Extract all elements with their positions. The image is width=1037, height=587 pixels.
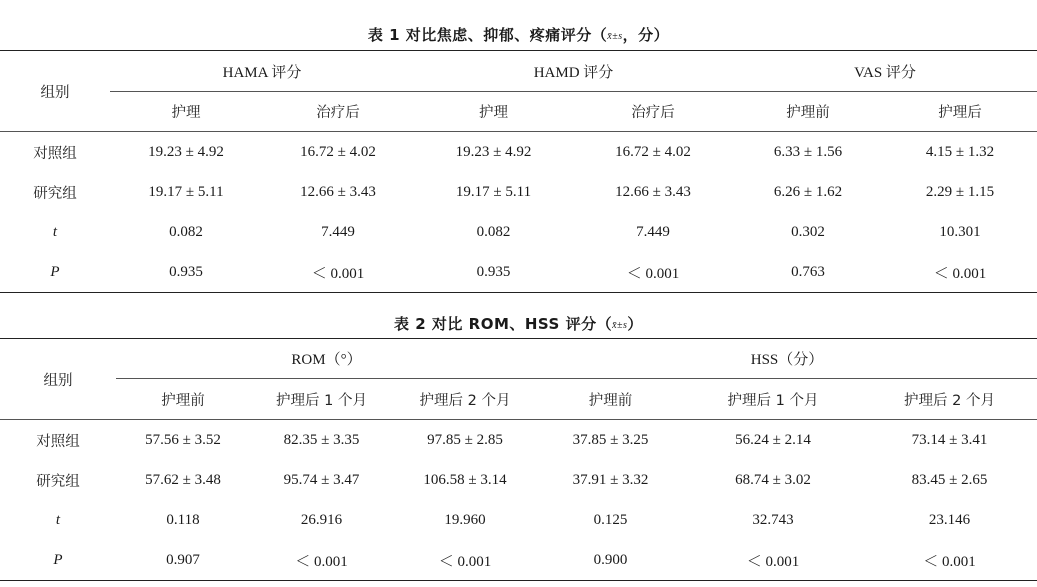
table-cell: 0.935: [169, 263, 203, 280]
table-cell: ＜ 0.001: [311, 265, 365, 282]
table2-caption-prefix: 表 2 对比 ROM、HSS 评分（: [394, 315, 613, 333]
table-cell: 6.26 ± 1.62: [773, 184, 843, 200]
table-cell: 32.743: [752, 512, 794, 528]
table2-group-hss: HSS（分）: [537, 339, 1037, 379]
row-label: P: [50, 263, 60, 280]
table2-group-rom: ROM（°）: [116, 339, 537, 379]
table-row: [0, 173, 1037, 213]
table2-subheader: 护理后 2 个月: [419, 392, 511, 409]
table2-subheader: 护理后 1 个月: [727, 392, 819, 409]
table2-subheader: 护理前: [588, 392, 633, 409]
table-row: [0, 213, 1037, 253]
table1-caption-symbol: x̄±s: [607, 31, 623, 42]
table-cell: ＜ 0.001: [923, 553, 976, 570]
table-cell: 19.960: [444, 512, 486, 528]
table2-caption: [0, 313, 1037, 334]
table1-caption: [0, 24, 1037, 45]
table-cell: 7.449: [636, 224, 670, 240]
table-cell: 7.449: [321, 224, 355, 240]
table-cell: 37.85 ± 3.25: [572, 431, 649, 448]
table-cell: 19.17 ± 5.11: [455, 184, 532, 200]
table-cell: 68.74 ± 3.02: [735, 472, 811, 488]
table-cell: 37.91 ± 3.32: [572, 472, 649, 488]
table2-subheader: 护理前: [161, 392, 205, 409]
table-row: [0, 501, 1037, 541]
table-row: [0, 420, 1037, 461]
row-label: t: [55, 512, 61, 528]
table-cell: 12.66 ± 3.43: [300, 184, 376, 200]
table-row: [0, 132, 1037, 173]
table-cell: ＜ 0.001: [626, 265, 680, 282]
table1-subheader: 护理: [171, 105, 201, 121]
table-cell: 19.17 ± 5.11: [148, 184, 224, 200]
table2-caption-symbol: x̄±s: [612, 320, 628, 331]
table-cell: 95.74 ± 3.47: [283, 472, 360, 488]
table2-caption-suffix: ）: [627, 315, 643, 333]
table-cell: 106.58 ± 3.14: [423, 472, 507, 488]
table-cell: 10.301: [939, 224, 981, 240]
row-label: 研究组: [36, 474, 80, 490]
table-cell: 0.082: [476, 224, 511, 240]
table2: [0, 338, 1037, 581]
table-cell: 12.66 ± 3.43: [615, 184, 691, 200]
table2-group-header-row: [0, 339, 1037, 379]
table-cell: ＜ 0.001: [933, 265, 987, 282]
table-cell: 4.15 ± 1.32: [925, 143, 995, 160]
table2-subheader: 护理后 1 个月: [276, 392, 367, 409]
table-cell: 0.935: [476, 263, 511, 280]
table-cell: 56.24 ± 2.14: [735, 431, 811, 448]
table-cell: 19.23 ± 4.92: [148, 143, 224, 160]
table1-group-vas: VAS 评分: [733, 51, 1037, 92]
table1-subheader: 治疗后: [631, 105, 675, 121]
table-cell: 23.146: [928, 512, 971, 528]
table-cell: 16.72 ± 4.02: [615, 143, 691, 160]
table-cell: 57.62 ± 3.48: [145, 472, 221, 488]
table-cell: 0.900: [593, 551, 628, 568]
table1-subheader: 治疗后: [316, 105, 360, 121]
table-cell: 6.33 ± 1.56: [773, 143, 843, 160]
table-row: [0, 461, 1037, 501]
table1-group-hama: HAMA 评分: [110, 51, 414, 92]
table1-subheader-row: [0, 92, 1037, 132]
row-label: 研究组: [33, 186, 77, 202]
table-cell: 73.14 ± 3.41: [911, 431, 988, 448]
row-label: P: [53, 551, 63, 568]
table2-group-col-header: 组别: [0, 339, 116, 420]
table-cell: 0.302: [791, 224, 825, 240]
table2-subheader: 护理后 2 个月: [904, 392, 995, 409]
table1-group-col-header: 组别: [0, 51, 110, 132]
table-cell: ＜ 0.001: [746, 553, 800, 570]
table1-caption-suffix: ，分）: [622, 26, 670, 44]
table1-caption-prefix: 表 1 对比焦虑、抑郁、疼痛评分（: [367, 26, 608, 44]
row-label: t: [52, 224, 58, 240]
table-cell: 19.23 ± 4.92: [455, 143, 532, 160]
table-cell: 0.763: [791, 263, 825, 280]
table-row: [0, 253, 1037, 293]
table-cell: 0.125: [593, 512, 628, 528]
table1-group-hamd: HAMD 评分: [414, 51, 733, 92]
table1-subheader: 护理: [479, 105, 509, 121]
table-cell: 82.35 ± 3.35: [283, 431, 360, 448]
table-cell: 97.85 ± 2.85: [427, 431, 503, 448]
table-cell: 83.45 ± 2.65: [911, 472, 988, 488]
table1-subheader: 护理后: [938, 105, 982, 121]
table-cell: 0.082: [169, 224, 203, 240]
row-label: 对照组: [36, 433, 80, 450]
row-label: 对照组: [33, 145, 77, 162]
table1-subheader: 护理前: [786, 105, 830, 121]
table-cell: ＜ 0.001: [438, 553, 492, 570]
table-cell: 57.56 ± 3.52: [145, 431, 221, 448]
table1-group-header-row: [0, 51, 1037, 92]
table-cell: 0.118: [166, 512, 200, 528]
table2-subheader-row: [0, 379, 1037, 420]
table-cell: 26.916: [300, 512, 343, 528]
table-cell: 2.29 ± 1.15: [925, 184, 995, 200]
table-cell: ＜ 0.001: [295, 553, 348, 570]
table1: [0, 50, 1037, 293]
table-cell: 0.907: [166, 551, 200, 568]
table-cell: 16.72 ± 4.02: [300, 143, 376, 160]
table-row: [0, 541, 1037, 581]
